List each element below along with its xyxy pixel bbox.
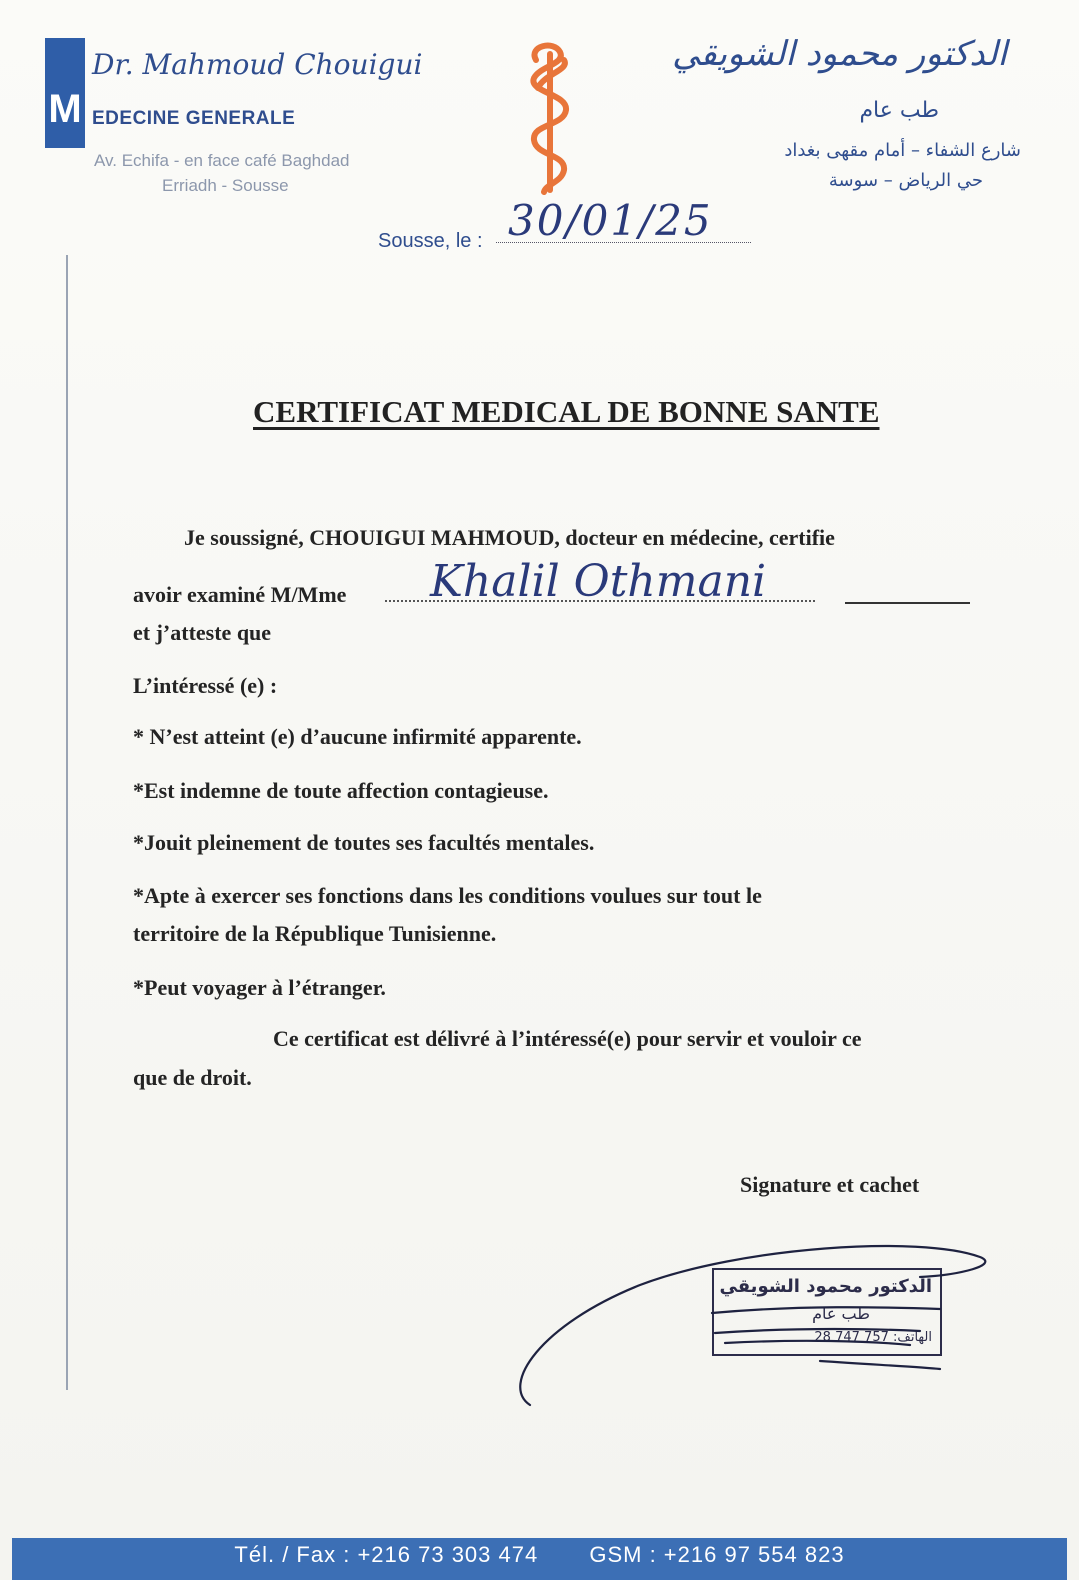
handwritten-signature <box>500 1235 1000 1435</box>
margin-rule <box>66 255 68 1390</box>
list-item: *Jouit pleinement de toutes ses facultés mentales. <box>133 830 595 855</box>
date-label: Sousse, le : <box>378 230 483 252</box>
stamp-name: الدكتور محمود الشويقي <box>719 1276 932 1297</box>
list-item: territoire de la République Tunisienne. <box>133 921 497 946</box>
footer-tel: Tél. / Fax : +216 73 303 474 <box>234 1542 539 1567</box>
arabic-address-line-2: حي الرياض – سوسة <box>828 170 983 191</box>
footer-contact <box>12 1542 1067 1568</box>
arabic-address-line-1: شارع الشفاء – أمام مقهى بغداد <box>784 140 1021 161</box>
patient-solid-line <box>845 602 970 604</box>
doctor-name: Dr. Mahmoud Chouigui <box>92 48 423 81</box>
footer-gsm: GSM : +216 97 554 823 <box>589 1542 845 1567</box>
caduceus-icon <box>520 40 580 200</box>
arabic-specialty: طب عام <box>859 98 939 123</box>
date-handwritten: 30/01/25 <box>508 196 713 245</box>
footer-bar <box>12 1538 1067 1580</box>
list-item: *Peut voyager à l’étranger. <box>133 975 386 1000</box>
closing-line-2: que de droit. <box>133 1065 252 1090</box>
specialty-label: EDECINE GENERALE <box>92 108 296 129</box>
logo-letter: M <box>48 87 82 131</box>
stamp-specialty: طب عام <box>812 1304 870 1323</box>
list-item: *Est indemne de toute affection contagieuse. <box>133 778 549 803</box>
arabic-doctor-name: الدكتور محمود الشويقي <box>672 34 1007 74</box>
attest-line: et j’atteste que <box>133 620 272 645</box>
list-item: *Apte à exercer ses fonctions dans les conditions voulues sur tout le <box>133 883 762 908</box>
stamp-phone: الهاتف: 757 747 28 <box>814 1330 932 1345</box>
address-line-1: Av. Echifa - en face café Baghdad <box>94 151 350 170</box>
patient-name-handwritten: Khalil Othmani <box>430 556 767 607</box>
list-item: * N’est atteint (e) d’aucune infirmité apparente. <box>133 724 582 749</box>
examined-label: avoir examiné M/Mme <box>133 582 347 607</box>
signature-label: Signature et cachet <box>740 1172 920 1197</box>
certificate-title: CERTIFICAT MEDICAL DE BONNE SANTE <box>253 394 880 429</box>
subject-line: L’intéressé (e) : <box>133 673 278 698</box>
intro-line: Je soussigné, CHOUIGUI MAHMOUD, docteur en médecine, certifie <box>184 525 835 550</box>
closing-line-1: Ce certificat est délivré à l’intéressé(e) pour servir et vouloir ce <box>273 1026 862 1051</box>
address-line-2: Erriadh - Sousse <box>162 176 289 195</box>
